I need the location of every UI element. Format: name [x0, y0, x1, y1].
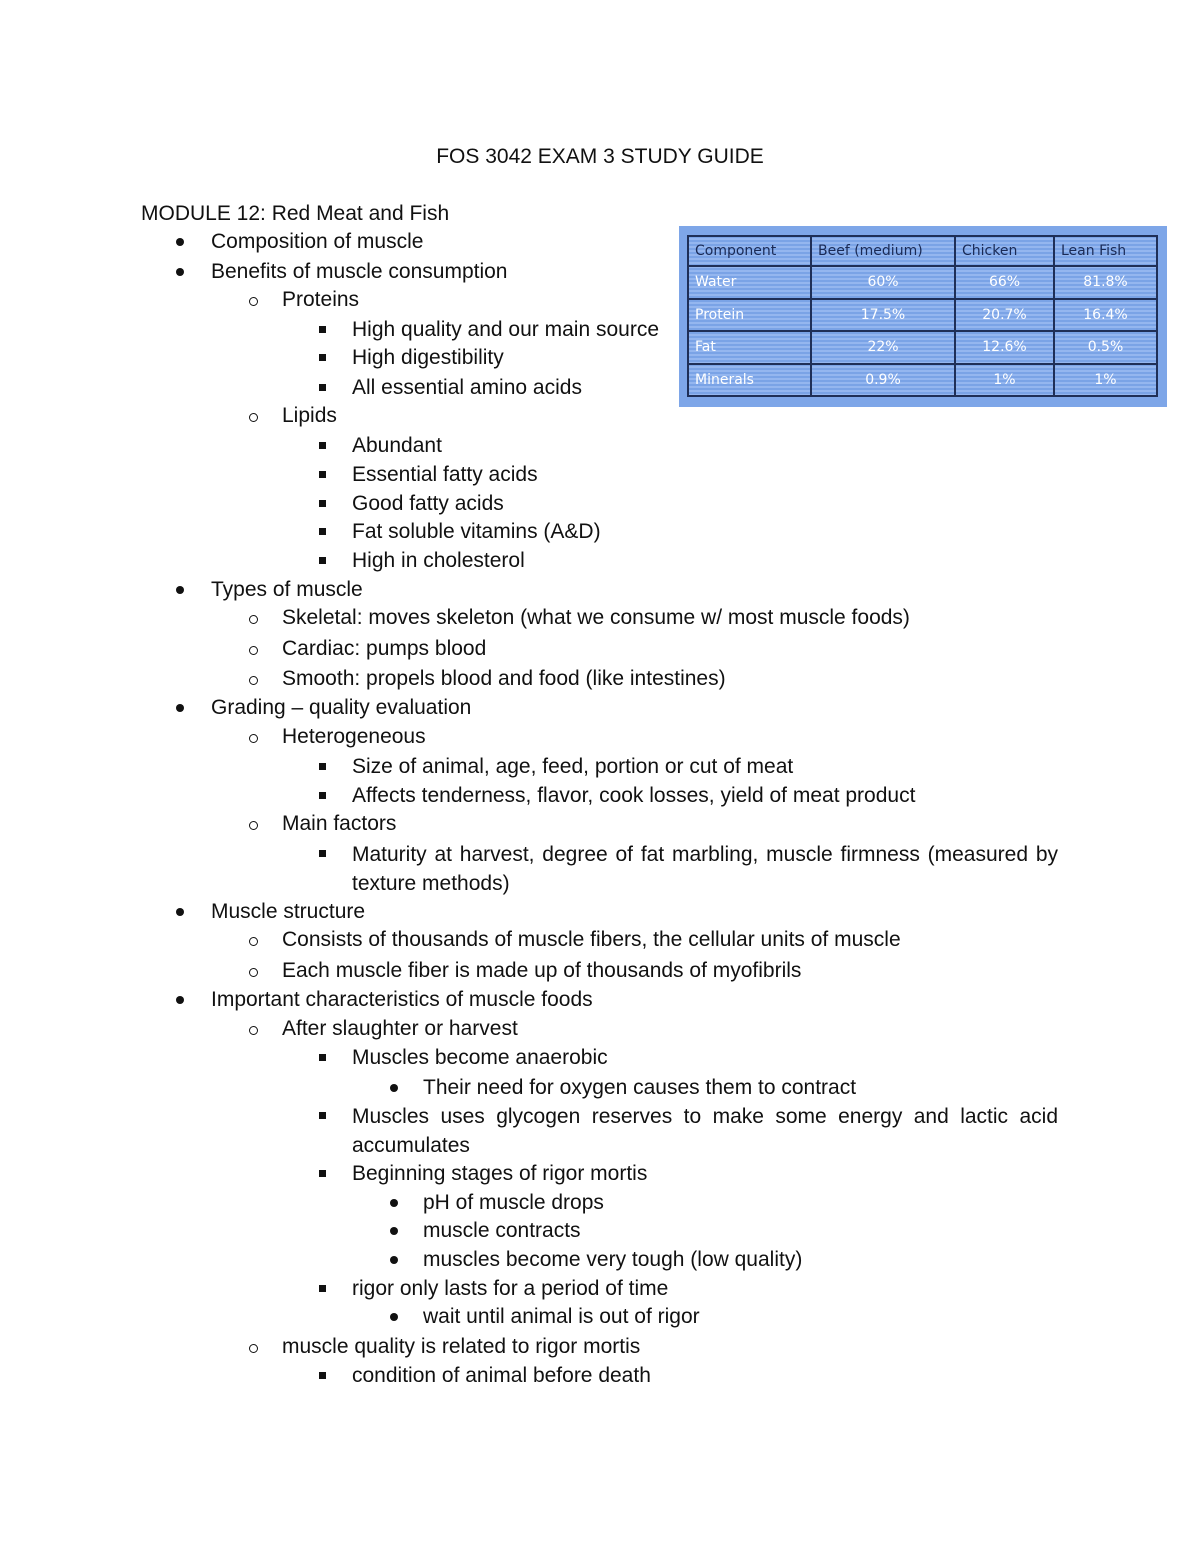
bullet-icon: [390, 1313, 398, 1321]
list-item: Skeletal: moves skeleton (what we consume w/ most muscle foods): [282, 606, 910, 629]
list-item: muscles become very tough (low quality): [423, 1248, 803, 1271]
list-item: Each muscle fiber is made up of thousands of myofibrils: [282, 959, 802, 982]
square-bullet-icon: [319, 384, 326, 391]
table-header-row: [688, 236, 1157, 266]
table-cell: 81.8%: [1054, 266, 1157, 299]
square-bullet-icon: [319, 1112, 326, 1119]
bullet-icon: [176, 268, 184, 276]
table-cell: 0.9%: [811, 364, 955, 397]
table-header-cell: Lean Fish: [1054, 236, 1157, 266]
table-cell: Protein: [688, 299, 811, 332]
circle-bullet-icon: [249, 615, 258, 624]
square-bullet-icon: [319, 471, 326, 478]
list-item: muscle contracts: [423, 1219, 581, 1242]
table-cell: 1%: [1054, 364, 1157, 397]
list-item: Grading – quality evaluation: [211, 696, 472, 719]
bullet-icon: [176, 704, 184, 712]
bullet-icon: [390, 1256, 398, 1264]
table-header-cell: Beef (medium): [811, 236, 955, 266]
square-bullet-icon: [319, 850, 326, 857]
bullet-icon: [390, 1199, 398, 1207]
module-heading: MODULE 12: Red Meat and Fish: [141, 202, 450, 225]
table-cell: Minerals: [688, 364, 811, 397]
composition-table: [687, 235, 1158, 397]
table-cell: 60%: [811, 266, 955, 299]
circle-bullet-icon: [249, 297, 258, 306]
list-item: Muscles uses glycogen reserves to make some energy and lactic acid accumulates: [352, 1105, 1058, 1157]
table-header-cell: Component: [688, 236, 811, 266]
square-bullet-icon: [319, 500, 326, 507]
square-bullet-icon: [319, 326, 326, 333]
table-row: [688, 364, 1157, 397]
list-item: High in cholesterol: [352, 549, 525, 572]
list-item: Heterogeneous: [282, 725, 426, 748]
composition-table-image: [679, 226, 1167, 407]
list-item: Essential fatty acids: [352, 463, 538, 486]
square-bullet-icon: [319, 792, 326, 799]
table-cell: 66%: [955, 266, 1054, 299]
list-item: Lipids: [282, 404, 337, 427]
list-item: Composition of muscle: [211, 230, 424, 253]
table-cell: 0.5%: [1054, 331, 1157, 364]
square-bullet-icon: [319, 442, 326, 449]
list-item: Abundant: [352, 434, 442, 457]
bullet-icon: [390, 1084, 398, 1092]
list-item: Proteins: [282, 288, 360, 311]
bullet-icon: [176, 908, 184, 916]
table-cell: 16.4%: [1054, 299, 1157, 332]
table-row: [688, 266, 1157, 299]
list-item: All essential amino acids: [352, 376, 582, 399]
circle-bullet-icon: [249, 413, 258, 422]
list-item: Maturity at harvest, degree of fat marbling, muscle firmness (measured by texture methods): [352, 843, 1058, 895]
bullet-icon: [176, 586, 184, 594]
table-cell: 1%: [955, 364, 1054, 397]
bullet-icon: [176, 238, 184, 246]
square-bullet-icon: [319, 354, 326, 361]
list-item: Consists of thousands of muscle fibers, the cellular units of muscle: [282, 928, 901, 951]
list-item: Types of muscle: [211, 578, 363, 601]
list-item: pH of muscle drops: [423, 1191, 604, 1214]
list-item: condition of animal before death: [352, 1364, 651, 1387]
circle-bullet-icon: [249, 968, 258, 977]
list-item: Affects tenderness, flavor, cook losses, yield of meat product: [352, 784, 916, 807]
circle-bullet-icon: [249, 937, 258, 946]
bullet-icon: [176, 996, 184, 1004]
list-item: High digestibility: [352, 346, 504, 369]
list-item: Their need for oxygen causes them to contract: [423, 1076, 857, 1099]
bullet-icon: [390, 1227, 398, 1235]
list-item: Cardiac: pumps blood: [282, 637, 487, 660]
table-cell: 12.6%: [955, 331, 1054, 364]
list-item: muscle quality is related to rigor mortis: [282, 1335, 641, 1358]
list-item: High quality and our main source: [352, 318, 660, 341]
document-title: FOS 3042 EXAM 3 STUDY GUIDE: [436, 145, 764, 168]
list-item: Muscle structure: [211, 900, 366, 923]
circle-bullet-icon: [249, 1026, 258, 1035]
list-item: Good fatty acids: [352, 492, 504, 515]
list-item: Main factors: [282, 812, 397, 835]
table-cell: 20.7%: [955, 299, 1054, 332]
table-row: [688, 331, 1157, 364]
list-item: Benefits of muscle consumption: [211, 260, 508, 283]
list-item: Smooth: propels blood and food (like intestines): [282, 667, 726, 690]
circle-bullet-icon: [249, 734, 258, 743]
table-cell: Water: [688, 266, 811, 299]
circle-bullet-icon: [249, 821, 258, 830]
square-bullet-icon: [319, 1054, 326, 1061]
square-bullet-icon: [319, 1170, 326, 1177]
square-bullet-icon: [319, 1285, 326, 1292]
list-item: Muscles become anaerobic: [352, 1046, 608, 1069]
list-item: Fat soluble vitamins (A&D): [352, 520, 601, 543]
table-header-cell: Chicken: [955, 236, 1054, 266]
list-item: Important characteristics of muscle foods: [211, 988, 593, 1011]
table-cell: 22%: [811, 331, 955, 364]
square-bullet-icon: [319, 763, 326, 770]
table-cell: 17.5%: [811, 299, 955, 332]
circle-bullet-icon: [249, 1344, 258, 1353]
table-row: [688, 299, 1157, 332]
circle-bullet-icon: [249, 676, 258, 685]
list-item: After slaughter or harvest: [282, 1017, 518, 1040]
square-bullet-icon: [319, 528, 326, 535]
square-bullet-icon: [319, 557, 326, 564]
table-cell: Fat: [688, 331, 811, 364]
square-bullet-icon: [319, 1372, 326, 1379]
circle-bullet-icon: [249, 646, 258, 655]
list-item: Beginning stages of rigor mortis: [352, 1162, 648, 1185]
list-item: wait until animal is out of rigor: [423, 1305, 700, 1328]
list-item: Size of animal, age, feed, portion or cut of meat: [352, 755, 794, 778]
list-item: rigor only lasts for a period of time: [352, 1277, 669, 1300]
